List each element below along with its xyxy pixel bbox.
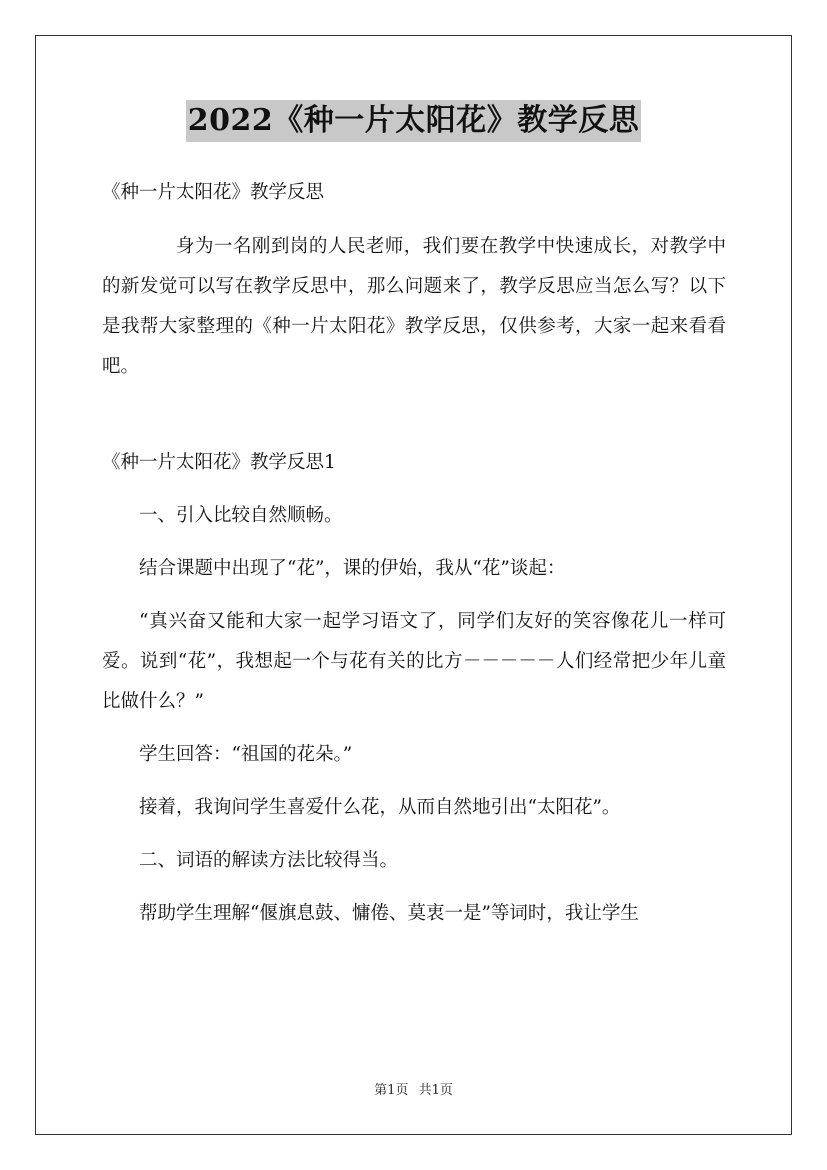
paragraph-4: 学生回答：“祖国的花朵。” [139,744,353,765]
paragraph-1: 一、引入比较自然顺畅。 [139,505,343,526]
paragraph-5: 接着，我询问学生喜爱什么花，从而自然地引出“太阳花”。 [139,797,621,818]
document-subtitle: 《种一片太阳花》教学反思 [102,182,325,203]
paragraph-3: “真兴奋又能和大家一起学习语文了，同学们友好的笑容像花儿一样可爱。说到“花”，我想起一个与花有关的比方－－－－－人们经常把少年儿童比做什么？” [102,611,726,712]
paragraph-6: 二、词语的解读方法比较得当。 [139,850,399,871]
document-title: 2022《种一片太阳花》教学反思 [186,100,642,142]
title-wrap [0,100,827,142]
paragraph-2: 结合课题中出现了“花”，课的伊始，我从“花”谈起： [139,558,566,579]
page-number-current: 第1页 [374,1083,409,1098]
section-heading: 《种一片太阳花》教学反思1 [102,452,336,473]
page-number-total: 共1页 [418,1083,453,1098]
page-footer [0,1082,827,1100]
document-body [102,173,726,934]
paragraph-7: 帮助学生理解“偃旗息鼓、慵倦、莫衷一是”等词时，我让学生 [139,903,639,924]
intro-paragraph: 身为一名刚到岗的人民老师，我们要在教学中快速成长，对教学中的新发觉可以写在教学反思中，那么问题来了，教学反思应当怎么写？以下是我帮大家整理的《种一片太阳花》教学反思，仅供参考，大家一起来看看吧。 [102,236,726,377]
